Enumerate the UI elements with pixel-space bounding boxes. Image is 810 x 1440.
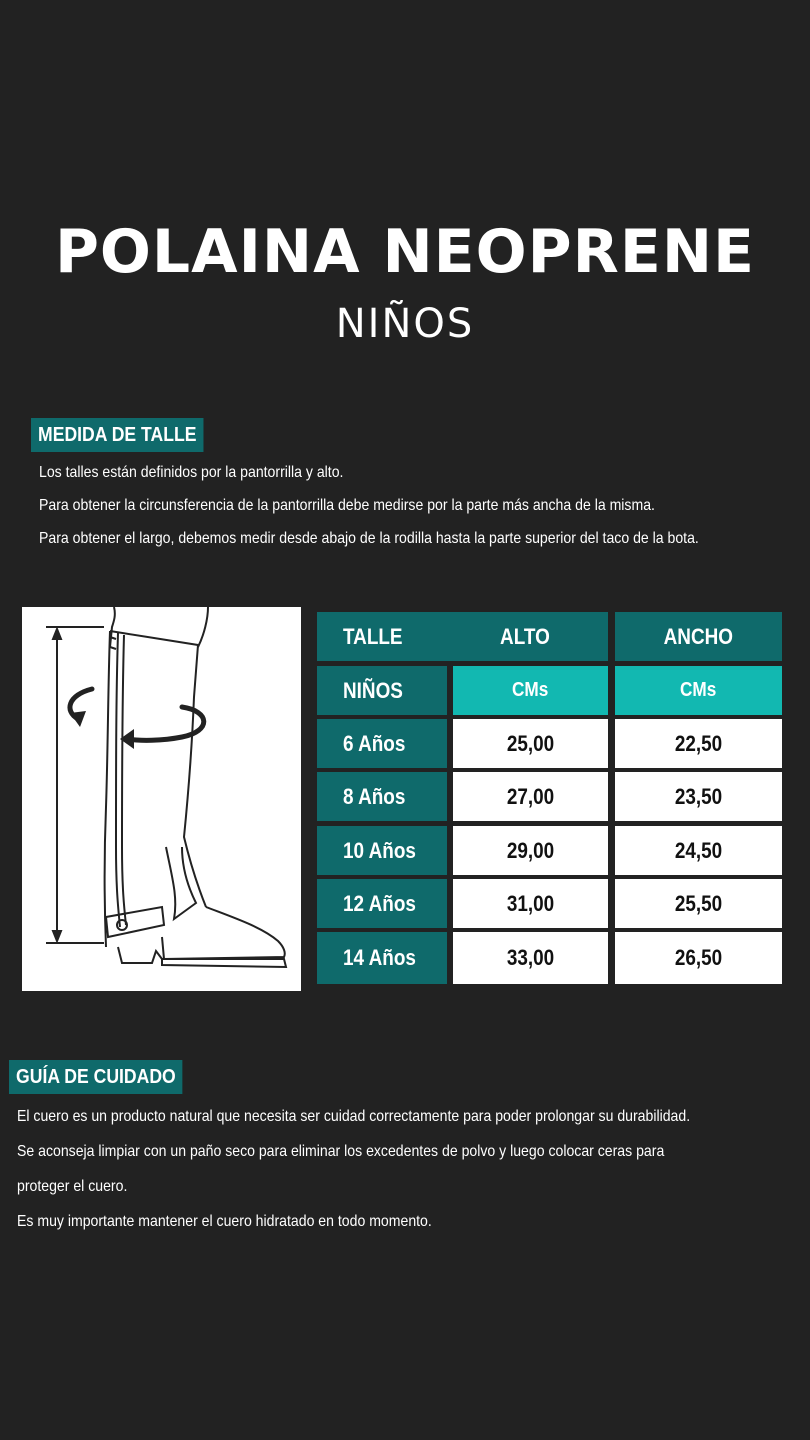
boot-measurement-illustration [22,607,301,991]
ancho-value: 22,50 [674,730,723,756]
alto-value: 29,00 [506,837,555,863]
table-header-alto-label: ALTO [500,623,550,649]
table-subheader-alto-unit [453,666,608,715]
alto-unit-label: CMs [512,679,549,701]
table-row-ancho [615,879,782,928]
care-line: El cuero es un producto natural que necesita ser cuidad correctamente para poder prolongar su durabilidad. [17,1108,691,1125]
table-row-talle [317,772,447,821]
size-line: Para obtener la circunsferencia de la pantorrilla debe medirse por la parte más ancha de la misma. [39,497,655,514]
talle-value: 12 Años [343,890,416,916]
care-line: Es muy importante mantener el cuero hidratado en todo momento. [17,1213,432,1230]
table-subheader-group-label: NIÑOS [343,677,403,703]
table-row-ancho [615,826,782,875]
talle-value: 10 Años [343,837,416,863]
talle-value: 14 Años [343,945,416,970]
table-row-talle [317,879,447,928]
size-line: Los talles están definidos por la pantorrilla y alto. [39,464,344,481]
table-header-ancho-label: ANCHO [663,623,734,649]
table-row-alto [453,719,608,768]
table-row-talle [317,932,447,984]
talle-value: 6 Años [343,730,406,756]
table-header-talle-label: TALLE [343,623,403,649]
table-row-alto [453,772,608,821]
talle-value: 8 Años [343,783,406,809]
care-section-tag: GUÍA DE CUIDADO [9,1060,183,1094]
care-section-text [17,1099,690,1239]
table-row-ancho [615,719,782,768]
table-row-ancho [615,932,782,984]
care-line: proteger el cuero. [17,1178,128,1195]
size-section-text [39,456,699,555]
table-row-ancho [615,772,782,821]
table-header-alto [450,612,600,661]
table-subheader-group [317,666,447,715]
alto-value: 33,00 [506,945,555,970]
table-row-alto [453,879,608,928]
table-row-talle [317,719,447,768]
ancho-value: 23,50 [674,783,723,809]
table-row-alto [453,932,608,984]
ancho-value: 24,50 [674,837,723,863]
alto-value: 25,00 [506,730,555,756]
ancho-value: 26,50 [674,945,723,970]
table-header-ancho [615,612,782,661]
table-subheader-ancho-unit [615,666,782,715]
alto-value: 27,00 [506,783,555,809]
ancho-unit-label: CMs [680,679,717,701]
size-line: Para obtener el largo, debemos medir desde abajo de la rodilla hasta la parte superior del taco de la bota. [39,530,699,547]
care-line: Se aconseja limpiar con un paño seco para eliminar los excedentes de polvo y luego colocar ceras para [17,1143,665,1160]
size-section-tag: MEDIDA DE TALLE [31,418,203,452]
page-title: POLAINA NEOPRENE [54,217,756,287]
table-header-talle [317,612,457,661]
boot-diagram-icon [22,607,301,991]
table-row-alto [453,826,608,875]
ancho-value: 25,50 [674,890,723,916]
page-subtitle: NIÑOS [335,301,475,347]
table-row-talle [317,826,447,875]
alto-value: 31,00 [506,890,555,916]
